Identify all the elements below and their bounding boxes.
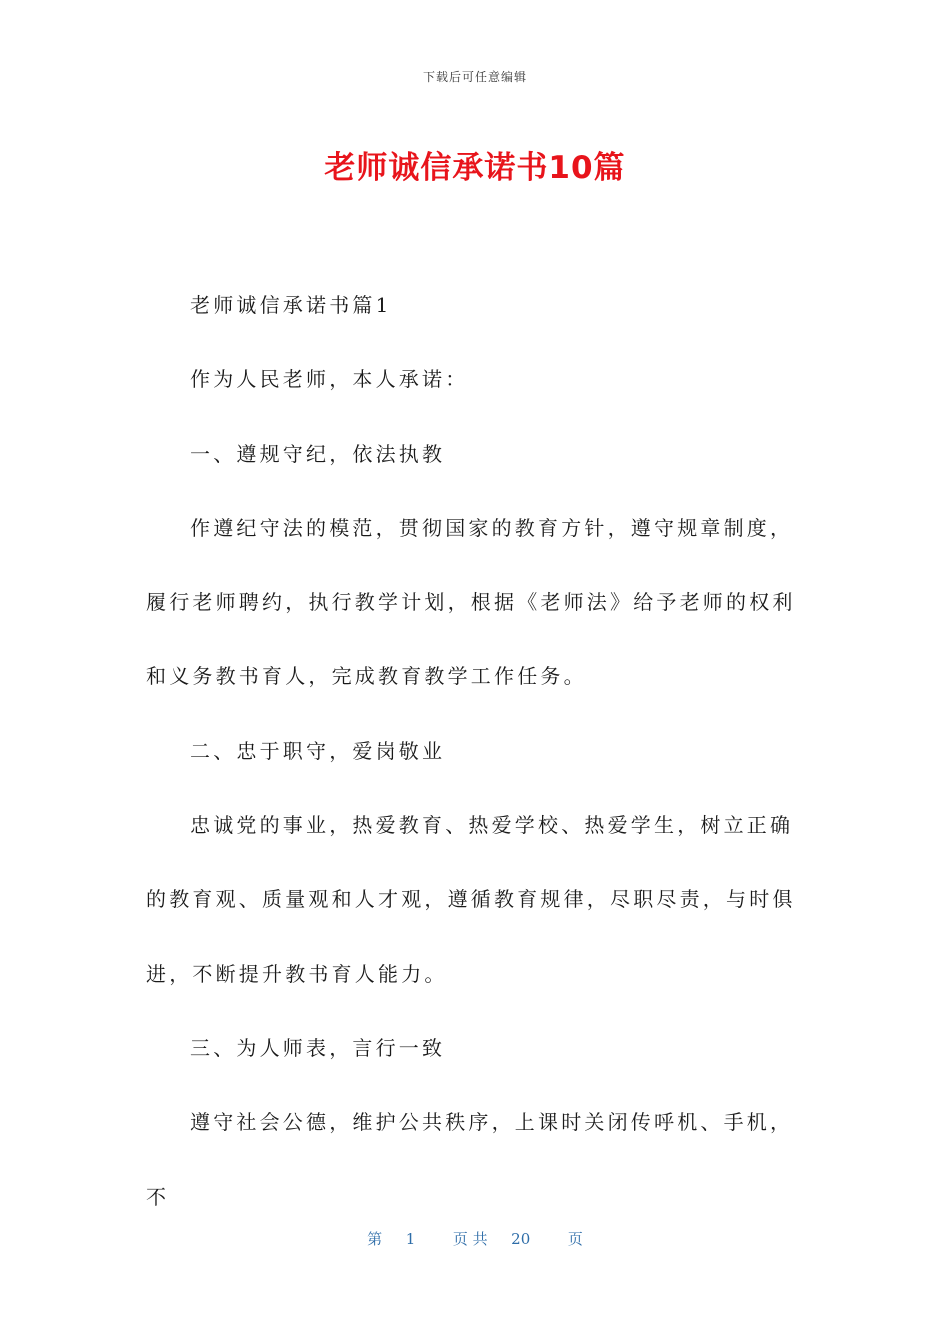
clause-heading-3: 三、为人师表，言行一致	[190, 1035, 446, 1060]
paragraph-intro: 作为人民老师，本人承诺：	[190, 367, 469, 392]
page-label-mid: 页 共	[452, 1230, 488, 1248]
clause-heading-2: 二、忠于职守，爱岗敬业	[190, 738, 446, 763]
document-title: 老师诚信承诺书10篇	[324, 150, 626, 186]
header-note: 下载后可任意编辑	[422, 70, 527, 84]
page-label-prefix: 第	[367, 1230, 383, 1248]
clause-text-3: 遵守社会公德，维护公共秩序，上课时关闭传呼机、手机，不	[146, 1110, 794, 1209]
clause-text-2: 忠诚党的事业，热爱教育、热爱学校、热爱学生，树立正确的教育观、质量观和人才观，遵循教育规律，尽职尽责，与时俱进，不断提升教书育人能力。	[146, 813, 796, 986]
section-heading-1: 老师诚信承诺书篇1	[190, 293, 392, 317]
total-pages-number: 20	[511, 1230, 531, 1248]
page-footer	[0, 1228, 950, 1249]
document-body	[146, 268, 806, 1234]
current-page-number: 1	[405, 1230, 416, 1248]
clause-heading-1: 一、遵规守纪，依法执教	[190, 441, 446, 466]
page-label-suffix: 页	[567, 1230, 583, 1248]
clause-text-1: 作遵纪守法的模范，贯彻国家的教育方针，遵守规章制度，履行老师聘约，执行教学计划，根据《老师法》给予老师的权利和义务教书育人，完成教育教学工作任务。	[146, 515, 796, 689]
